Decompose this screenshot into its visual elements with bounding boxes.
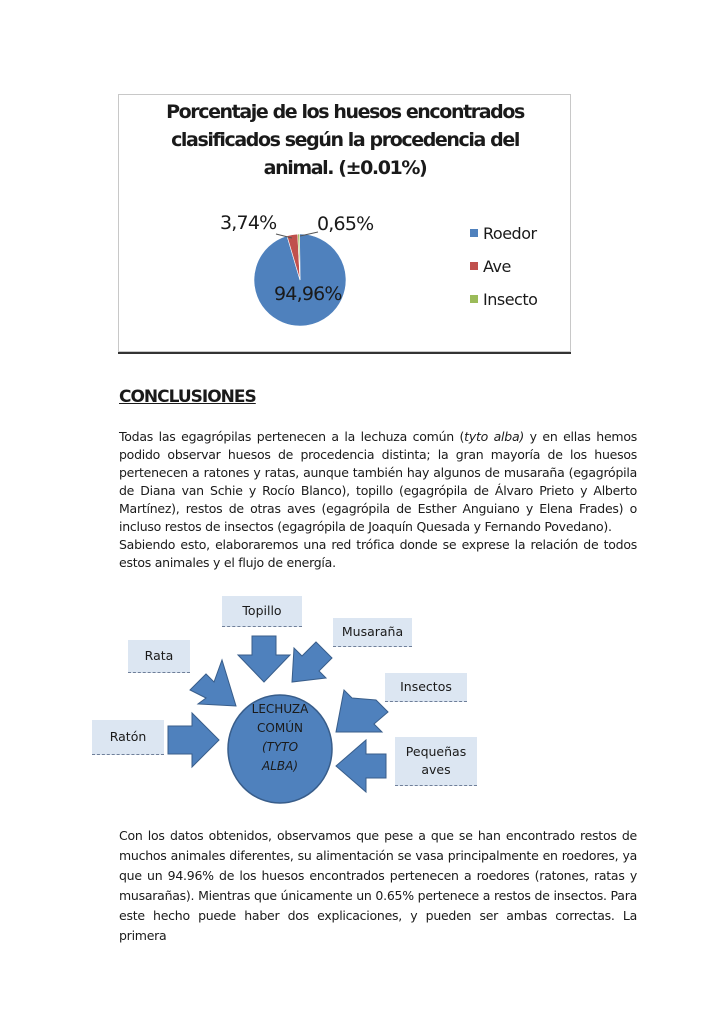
paragraph-1-start: Todas las egagrópilas pertenecen a la lechuza común ( (119, 429, 465, 444)
node-pequenas-aves (395, 737, 477, 786)
center-line-3: (TYTO (261, 740, 299, 754)
center-node-label (230, 700, 330, 776)
arrow-raton (168, 713, 219, 767)
paragraph-3: Con los datos obtenidos, observamos que pese a que se han encontrado restos de muchos animales diferentes, su alimentación se vasa principalmente en roedores, ya que un 94.96% de los huesos encontrados pertenecen a roedores (ratones, ratas y musarañas). Mientras que únicamente un 0.65% pertenece a restos de insectos. Para este hecho puede haber dos explicaciones, y pueden ser ambas correctas. La primera (119, 828, 637, 943)
node-pequenas-aves-line2: aves (421, 762, 451, 777)
node-topillo: Topillo (222, 596, 302, 627)
data-label-insecto: 0,65% (317, 213, 374, 235)
section-heading: CONCLUSIONES (119, 387, 256, 407)
arrow-topillo (238, 636, 290, 682)
node-pequenas-aves-line1: Pequeñas (405, 744, 467, 759)
chart-title: Porcentaje de los huesos encontrados clasificados según la procedencia del animal. (±0.01%) (166, 101, 524, 179)
paragraph-2: Sabiendo esto, elaboraremos una red trófica donde se exprese la relación de todos estos animales y el flujo de energía. (119, 537, 637, 570)
center-line-1: LECHUZA (251, 702, 309, 716)
species-italic: tyto alba) (464, 429, 524, 444)
legend-label-insecto: Insecto (483, 290, 538, 309)
node-musarana: Musaraña (333, 618, 412, 647)
legend-label-roedor: Roedor (483, 224, 537, 243)
arrow-musarana (292, 642, 332, 682)
node-raton: Ratón (92, 720, 164, 755)
node-insectos: Insectos (385, 673, 467, 702)
center-line-2: COMÚN (257, 721, 303, 735)
data-label-ave: 3,74% (220, 212, 277, 234)
arrow-insectos (336, 690, 388, 732)
node-rata: Rata (128, 640, 190, 673)
paragraph-1-rest: y en ellas hemos podido observar huesos de procedencia distinta; la gran mayoría de los huesos pertenecen a ratones y ratas, aunque también hay algunos de musaraña (egagrópila de Diana van Schie y Rocío Blanco), topillo (egagrópila de Álvaro Prieto y Alberto Martínez), restos de otras aves (egagrópila de Esther Anguiano y Elena Frades) o incluso restos de insectos (egagrópila de Joaquín Quesada y Fernando Povedano). (119, 429, 637, 534)
arrow-pequenas-aves (336, 740, 386, 792)
center-line-4: ALBA) (261, 759, 299, 773)
data-label-roedor: 94,96% (274, 283, 342, 305)
legend-label-ave: Ave (483, 257, 511, 276)
